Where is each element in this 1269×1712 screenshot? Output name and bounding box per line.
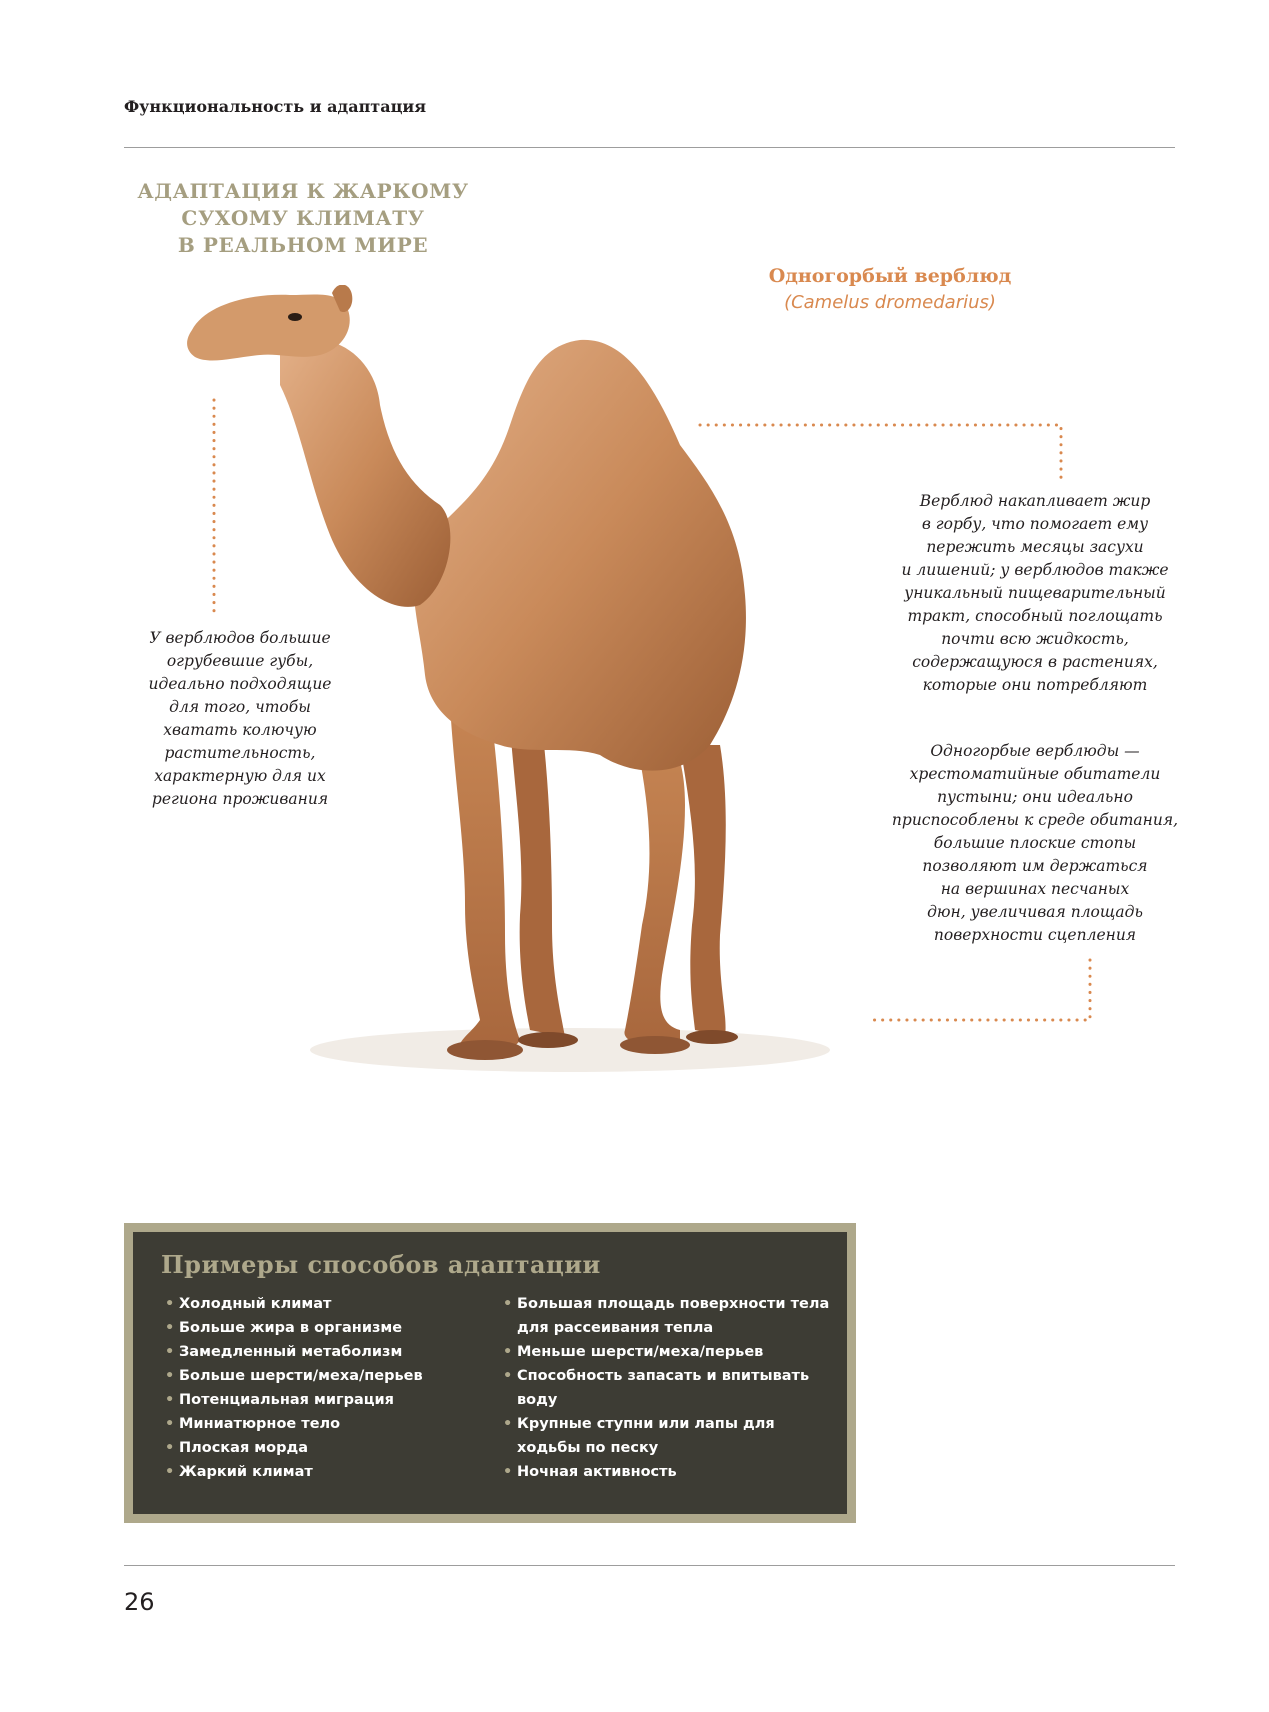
callout-line: Одногорбые верблюды — bbox=[930, 742, 1140, 760]
callout-line: содержащуюся в растениях, bbox=[912, 653, 1158, 671]
callout-line: пустыни; они идеально bbox=[937, 788, 1133, 806]
list-item: • Холодный климат bbox=[165, 1292, 485, 1316]
examples-box bbox=[124, 1223, 856, 1523]
callout-line: У верблюдов большие bbox=[149, 629, 331, 647]
section-title-line: АДАПТАЦИЯ К ЖАРКОМУ bbox=[137, 179, 469, 203]
species-latin-name: (Camelus dromedarius) bbox=[784, 292, 996, 313]
list-item: • Ночная активность bbox=[503, 1460, 843, 1484]
callout-line: большие плоские стопы bbox=[933, 834, 1137, 852]
hoof bbox=[620, 1036, 690, 1054]
callout-line: пережить месяцы засухи bbox=[926, 538, 1144, 556]
species-common-name: Одногорбый верблюд bbox=[768, 265, 1012, 287]
list-item: • Больше жира в организме bbox=[165, 1316, 485, 1340]
callout-line: растительность, bbox=[164, 744, 316, 762]
callout-line: и лишений; у верблюдов также bbox=[901, 561, 1169, 579]
back-leg-far bbox=[680, 745, 726, 1037]
hoof bbox=[447, 1040, 523, 1060]
camel-head bbox=[187, 294, 350, 360]
callout-line: Верблюд накапливает жир bbox=[919, 492, 1151, 510]
front-leg-far bbox=[510, 725, 565, 1037]
callout-line: огрубевшие губы, bbox=[166, 652, 314, 670]
callout-line: приспособлены к среде обитания, bbox=[891, 811, 1179, 829]
examples-box-panel bbox=[131, 1230, 849, 1516]
camel-eye bbox=[288, 313, 302, 321]
callout-line: характерную для их bbox=[154, 767, 326, 785]
callout-feet bbox=[890, 740, 1180, 947]
examples-box-title: Примеры способов адаптации bbox=[161, 1250, 601, 1279]
list-item: • Больше шерсти/меха/перьев bbox=[165, 1364, 485, 1388]
list-item: • Жаркий климат bbox=[165, 1460, 485, 1484]
callout-line: хрестоматийные обитатели bbox=[909, 765, 1161, 783]
callout-lips bbox=[120, 627, 360, 811]
callout-line: почти всю жидкость, bbox=[941, 630, 1129, 648]
callout-line: идеально подходящие bbox=[148, 675, 332, 693]
examples-list-right bbox=[503, 1292, 843, 1484]
callout-line: на вершинах песчаных bbox=[940, 880, 1130, 898]
callout-line: для того, чтобы bbox=[169, 698, 311, 716]
section-title-line: СУХОМУ КЛИМАТУ bbox=[181, 206, 425, 230]
section-title-line: В РЕАЛЬНОМ МИРЕ bbox=[177, 233, 429, 257]
list-item: • Потенциальная миграция bbox=[165, 1388, 485, 1412]
callout-line: в горбу, что помогает ему bbox=[921, 515, 1149, 533]
bottom-rule bbox=[124, 1565, 1175, 1566]
camel-body bbox=[414, 340, 746, 771]
callout-hump bbox=[890, 490, 1180, 697]
callout-line: региона проживания bbox=[151, 790, 329, 808]
callout-line: уникальный пищеварительный bbox=[904, 584, 1166, 602]
list-item: • Большая площадь поверхности тела для рассеивания тепла bbox=[503, 1292, 843, 1340]
running-head: Функциональность и адаптация bbox=[124, 97, 427, 116]
callout-line: хватать колючую bbox=[163, 721, 317, 739]
examples-list-left bbox=[165, 1292, 485, 1484]
list-item: • Миниатюрное тело bbox=[165, 1412, 485, 1436]
hoof bbox=[518, 1032, 578, 1048]
front-leg-near bbox=[450, 705, 520, 1054]
callout-line: тракт, способный поглощать bbox=[907, 607, 1163, 625]
callout-line: дюн, увеличивая площадь bbox=[927, 903, 1143, 921]
list-item: • Крупные ступни или лапы для ходьбы по песку bbox=[503, 1412, 843, 1460]
section-title bbox=[128, 178, 478, 259]
list-item: • Меньше шерсти/меха/перьев bbox=[503, 1340, 843, 1364]
camel-neck bbox=[280, 339, 450, 607]
list-item: • Замедленный метаболизм bbox=[165, 1340, 485, 1364]
list-item: • Способность запасать и впитывать воду bbox=[503, 1364, 843, 1412]
leader-feet bbox=[870, 960, 1090, 1020]
top-rule bbox=[124, 147, 1175, 148]
back-leg-near bbox=[624, 735, 685, 1047]
page-number: 26 bbox=[124, 1588, 155, 1616]
hoof bbox=[686, 1030, 738, 1044]
list-item: • Плоская морда bbox=[165, 1436, 485, 1460]
callout-line: позволяют им держаться bbox=[922, 857, 1148, 875]
callout-line: поверхности сцепления bbox=[933, 926, 1137, 944]
callout-line: которые они потребляют bbox=[922, 676, 1148, 694]
